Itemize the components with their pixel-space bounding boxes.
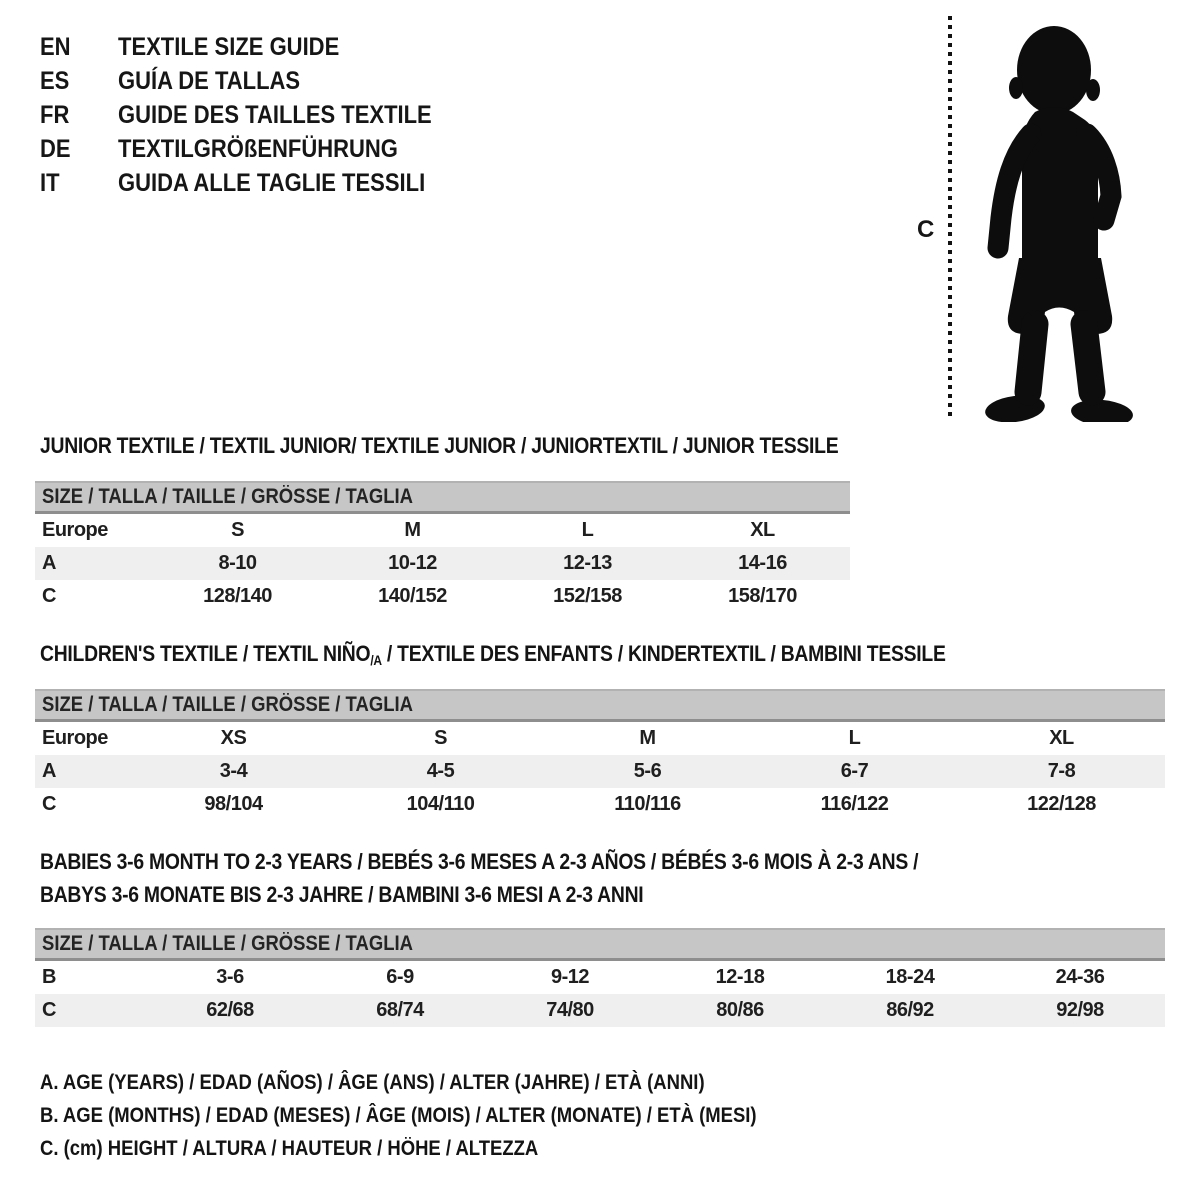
region-label-cell: Europe [42, 519, 108, 541]
page-title: GUÍA DE TALLAS [118, 67, 301, 95]
row-label-cell: B [42, 966, 56, 988]
value-cell: 6-9 [386, 966, 414, 988]
lang-code: IT [40, 169, 60, 197]
value-cell: 62/68 [145, 994, 315, 1027]
value-cell: 10-12 [325, 547, 500, 580]
legend-line-b [40, 1099, 854, 1132]
region-label-cell: Europe [42, 727, 108, 749]
children-size-table [35, 689, 1165, 821]
title-row-en [40, 30, 475, 64]
value-cell: 7-8 [958, 755, 1165, 788]
height-figure [905, 14, 1165, 428]
page-title: GUIDA ALLE TAGLIE TESSILI [118, 169, 426, 197]
value-cell: 9-12 [550, 966, 590, 988]
junior-heading-text: JUNIOR TEXTILE / TEXTIL JUNIOR/ TEXTILE JUNIOR / JUNIORTEXTIL / JUNIOR TESSILE [40, 433, 839, 458]
lang-code: FR [40, 101, 70, 129]
size-label-cell: L [848, 727, 861, 749]
size-header-label: SIZE / TALLA / TAILLE / GRÖSSE / TAGLIA [42, 693, 413, 716]
value-cell: 158/170 [728, 585, 797, 607]
value-cell: 12-18 [715, 966, 765, 988]
age-row [35, 755, 1165, 788]
value-cell: 18-24 [885, 966, 935, 988]
legend-text-b: B. AGE (MONTHS) / EDAD (MESES) / ÂGE (MOIS) / ALTER (MONATE) / ETÀ (MESI) [40, 1104, 757, 1127]
babies-section-heading-line2 [40, 882, 726, 908]
value-cell: 104/110 [406, 793, 475, 815]
value-cell: 12-13 [500, 547, 675, 580]
size-label-cell: XL [1049, 727, 1074, 749]
size-label-cell: L [581, 519, 594, 541]
value-cell: 8-10 [150, 547, 325, 580]
legend-text-c: C. (cm) HEIGHT / ALTURA / HAUTEUR / HÖHE / ALTEZZA [40, 1137, 539, 1160]
region-row [35, 722, 1165, 755]
lang-code: DE [40, 135, 71, 163]
babies-size-table [35, 928, 1165, 1027]
row-label-cell: A [35, 547, 150, 580]
junior-table [35, 514, 850, 613]
age-row [35, 547, 850, 580]
legend [40, 1066, 854, 1165]
legend-line-c [40, 1132, 854, 1165]
title-row-it [40, 166, 475, 200]
value-cell: 110/116 [614, 793, 681, 815]
size-label-cell: XS [220, 727, 247, 749]
size-label-cell: S [231, 519, 244, 541]
babies-section-heading-line1 [40, 849, 1038, 875]
size-header-bar [35, 689, 1165, 722]
row-label-cell: C [42, 793, 56, 815]
row-label-cell: C [35, 994, 145, 1027]
value-cell: 3-4 [130, 755, 337, 788]
children-section-heading [40, 641, 1069, 668]
value-cell: 92/98 [995, 994, 1165, 1027]
babies-table [35, 961, 1165, 1027]
value-cell: 140/152 [378, 585, 447, 607]
value-cell: 128/140 [203, 585, 272, 607]
value-cell: 116/122 [820, 793, 889, 815]
value-cell: 80/86 [655, 994, 825, 1027]
value-cell: 74/80 [485, 994, 655, 1027]
title-block [40, 30, 475, 200]
page-title: GUIDE DES TAILLES TEXTILE [118, 101, 432, 129]
children-table [35, 722, 1165, 821]
value-cell: 98/104 [204, 793, 263, 815]
size-header-label: SIZE / TALLA / TAILLE / GRÖSSE / TAGLIA [42, 485, 413, 508]
children-heading-post: / TEXTILE DES ENFANTS / KINDERTEXTIL / BAMBINI TESSILE [381, 641, 946, 666]
lang-code: EN [40, 33, 71, 61]
title-row-de [40, 132, 475, 166]
height-row [35, 580, 850, 613]
babies-heading-text-line2: BABYS 3-6 MONATE BIS 2-3 JAHRE / BAMBINI 3-6 MESI A 2-3 ANNI [40, 882, 644, 907]
value-cell: 122/128 [1027, 793, 1096, 815]
children-heading-pre: CHILDREN'S TEXTILE / TEXTIL NIÑO [40, 641, 371, 666]
value-cell: 5-6 [544, 755, 751, 788]
value-cell: 3-6 [216, 966, 244, 988]
value-cell: 6-7 [751, 755, 958, 788]
toddler-silhouette-icon [965, 22, 1145, 422]
babies-heading-text-line1: BABIES 3-6 MONTH TO 2-3 YEARS / BEBÉS 3-6 MESES A 2-3 AÑOS / BÉBÉS 3-6 MOIS À 2-3 ANS / [40, 849, 919, 874]
value-cell: 14-16 [675, 547, 850, 580]
height-row [35, 788, 1165, 821]
row-label-cell: A [35, 755, 130, 788]
months-row [35, 961, 1165, 994]
size-header-bar [35, 928, 1165, 961]
title-row-es [40, 64, 475, 98]
height-measure-dashed-line [948, 16, 952, 420]
value-cell: 24-36 [1055, 966, 1105, 988]
value-cell: 86/92 [825, 994, 995, 1027]
junior-section-heading [40, 433, 947, 459]
height-row [35, 994, 1165, 1027]
junior-size-table [35, 481, 850, 613]
title-row-fr [40, 98, 475, 132]
page-title: TEXTILE SIZE GUIDE [118, 33, 340, 61]
value-cell: 4-5 [337, 755, 544, 788]
size-label-cell: XL [750, 519, 775, 541]
size-header-bar [35, 481, 850, 514]
page-title: TEXTILGRÖßENFÜHRUNG [118, 135, 398, 163]
children-heading-sub: /A [370, 652, 382, 668]
size-label-cell: M [404, 519, 421, 541]
region-row [35, 514, 850, 547]
legend-text-a: A. AGE (YEARS) / EDAD (AÑOS) / ÂGE (ANS) / ALTER (JAHRE) / ETÀ (ANNI) [40, 1071, 705, 1094]
value-cell: 152/158 [553, 585, 622, 607]
lang-code: ES [40, 67, 70, 95]
measure-label-c: C [917, 216, 935, 243]
size-header-label: SIZE / TALLA / TAILLE / GRÖSSE / TAGLIA [42, 932, 413, 955]
size-label-cell: S [434, 727, 447, 749]
size-label-cell: M [639, 727, 656, 749]
value-cell: 68/74 [315, 994, 485, 1027]
row-label-cell: C [42, 585, 56, 607]
legend-line-a [40, 1066, 854, 1099]
children-heading-text [40, 641, 946, 668]
